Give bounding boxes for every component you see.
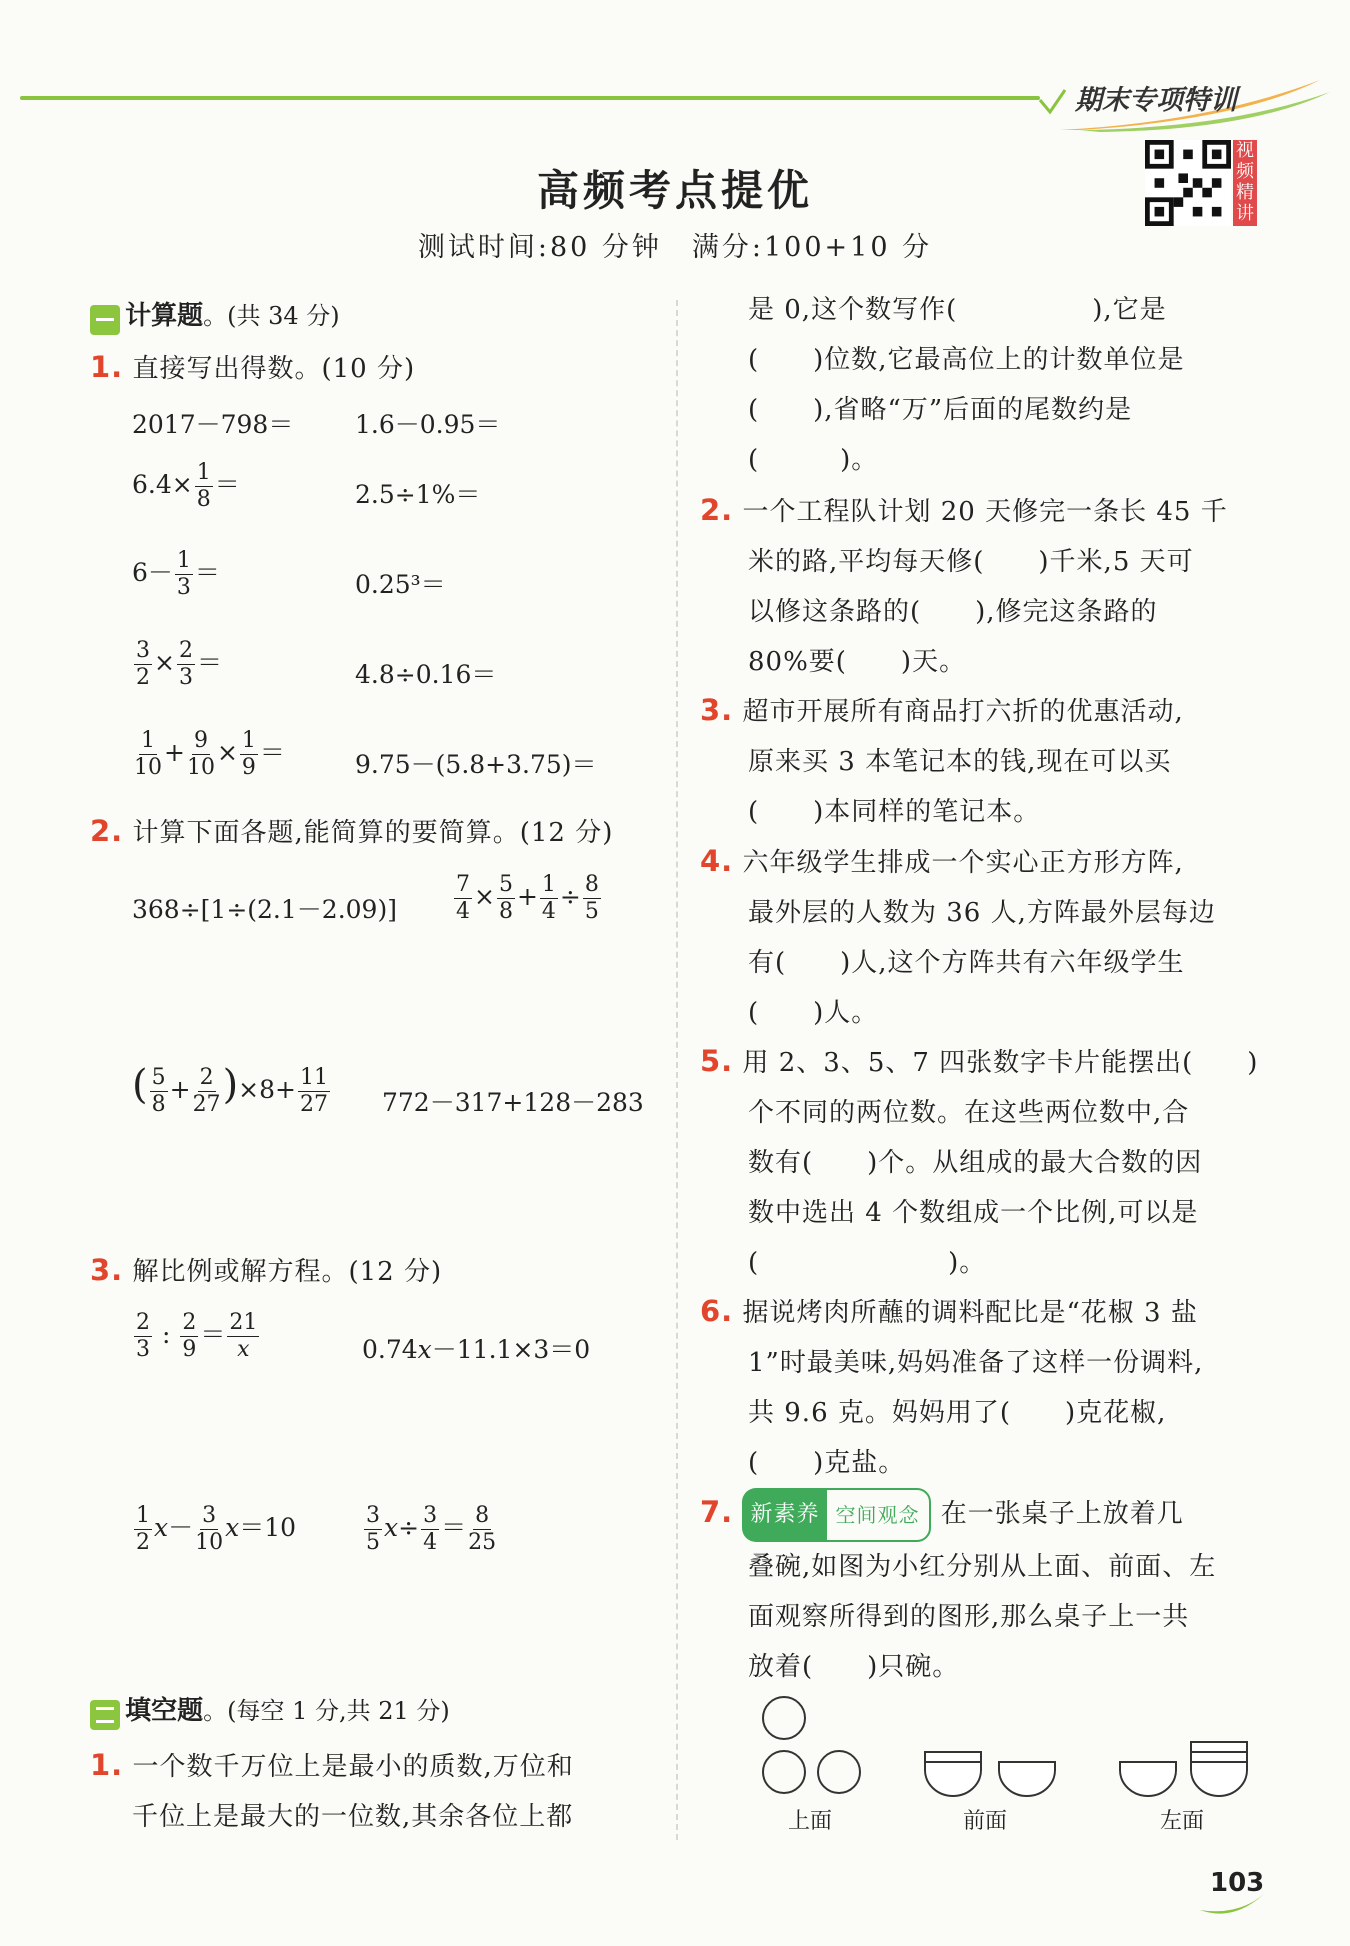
text-line: 数有( )个。从组成的最大合数的因: [748, 1148, 1203, 1178]
question-number: 5.: [700, 1044, 734, 1078]
question-number: 3.: [700, 693, 734, 727]
text-line: 共 9.6 克。妈妈用了( )克花椒,: [748, 1398, 1167, 1428]
view-label-front: 前面: [963, 1809, 1008, 1834]
calc-item: $\frac{1}{10}$ + $\frac{9}{10}$ × $\frac{1}{9}$ ＝: [134, 728, 285, 780]
question-number: 2.: [700, 493, 734, 527]
question-number: 4.: [700, 844, 734, 878]
question-number: 6.: [700, 1294, 734, 1328]
text-line: ( )。: [748, 1248, 987, 1278]
s2-q4: [700, 836, 1270, 1038]
calc-item: 6－ $\frac{1}{3}$ ＝: [132, 548, 220, 600]
text-line: ( ),省略“万”后面的尾数约是: [748, 395, 1133, 425]
bowl-view-figures: [750, 1690, 1270, 1810]
text-line: ( )位数,它最高位上的计数单位是: [748, 345, 1185, 375]
text-line: 米的路,平均每天修( )千米,5 天可: [748, 547, 1194, 577]
page-number: 103: [1210, 1868, 1265, 1898]
equation-item: 0.74x－11.1×3＝0: [362, 1335, 591, 1364]
text-line: 千位上是最大的一位数,其余各位上都: [132, 1802, 574, 1832]
calc-item: $\frac{7}{4}$ × $\frac{5}{8}$ + $\frac{1}{4}$ ÷ $\frac{8}{5}$: [456, 872, 599, 924]
calc-item: 9.75－(5.8+3.75)＝: [355, 750, 597, 779]
text-line: 一个数千万位上是最小的质数,万位和: [132, 1752, 574, 1782]
s2-q7: [700, 1487, 1270, 1692]
header-line: [20, 96, 1040, 100]
calc-item: 2.5÷1%＝: [355, 480, 481, 509]
text-line: 有( )人,这个方阵共有六年级学生: [748, 948, 1185, 978]
section2-note: 。(每空 1 分,共 21 分): [203, 1697, 450, 1725]
text-line: 面观察所得到的图形,那么桌子上一共: [748, 1602, 1190, 1632]
s2-q1: [90, 1740, 660, 1842]
qr-code-icon[interactable]: [1143, 140, 1233, 226]
text-line: 在一张桌子上放着几: [940, 1499, 1184, 1529]
header-tag: 期末专项特训: [1075, 85, 1237, 116]
calc-item: ( $\frac{5}{8}$ + $\frac{2}{27}$ )×8+ $\frac{11}{27}$: [132, 1062, 328, 1117]
text-line: 放着( )只碗。: [748, 1652, 960, 1682]
s2-q2: [700, 485, 1270, 687]
section2-heading: [90, 1690, 450, 1730]
page-subtitle: 测试时间:80 分钟 满分:100+10 分: [417, 232, 933, 263]
calc-item: 1.6－0.95＝: [355, 410, 501, 439]
section1-badge: [90, 305, 120, 335]
text-line: 据说烤肉所蘸的调料配比是“花椒 3 盐: [742, 1298, 1198, 1328]
calc-item: 368÷[1÷(2.1－2.09)]: [132, 895, 397, 924]
question-number: 2.: [90, 814, 124, 848]
page-number-swoosh: [1198, 1890, 1268, 1920]
question-number: 3.: [90, 1253, 124, 1287]
column-divider: [676, 300, 678, 1840]
question-text: 直接写出得数。(10 分): [132, 354, 416, 384]
s1-q1: [90, 342, 415, 394]
calc-item: $\frac{3}{2}$ × $\frac{2}{3}$ ＝: [136, 638, 222, 690]
new-literacy-badge: 新素养: [742, 1488, 827, 1542]
equation-item: $\frac{1}{2}$ x－ $\frac{3}{10}$ x＝10: [136, 1503, 297, 1555]
equation-item: $\frac{3}{5}$ x÷ $\frac{3}{4}$ ＝ $\frac{8}{25}$: [366, 1503, 497, 1555]
question-number: 1.: [90, 1748, 124, 1782]
text-line: 六年级学生排成一个实心正方形方阵,: [742, 848, 1184, 878]
s1-q2: [90, 806, 613, 858]
question-text: 解比例或解方程。(12 分): [132, 1257, 443, 1287]
section2-title: 填空题: [125, 1696, 204, 1726]
text-line: ( )本同样的笔记本。: [748, 797, 1041, 827]
s2-q3: [700, 685, 1270, 837]
question-number: 7.: [700, 1495, 734, 1529]
s2-q5: [700, 1036, 1270, 1288]
section2-badge: [90, 1700, 120, 1730]
top-view-figure: [763, 1697, 860, 1793]
page-title: 高频考点提优: [536, 166, 813, 215]
left-view-figure: [1120, 1742, 1247, 1796]
calc-item: 2017－798＝: [132, 410, 294, 439]
text-line: ( )克盐。: [748, 1448, 906, 1478]
front-view-figure: [925, 1752, 1055, 1796]
text-line: 一个工程队计划 20 天修完一条长 45 千: [742, 497, 1228, 527]
qr-label: 视频精讲: [1233, 140, 1257, 226]
section1-heading: [90, 295, 340, 335]
calc-item: 6.4× $\frac{1}{8}$ ＝: [132, 460, 240, 512]
text-line: 叠碗,如图为小红分别从上面、前面、左: [748, 1552, 1217, 1582]
calc-item: 772－317+128－283: [382, 1088, 644, 1117]
text-line: 数中选出 4 个数组成一个比例,可以是: [748, 1198, 1199, 1228]
s2-q6: [700, 1286, 1270, 1488]
text-line: 以修这条路的( ),修完这条路的: [748, 597, 1158, 627]
text-line: 80%要( )天。: [748, 647, 967, 677]
calc-item: 0.25³＝: [355, 570, 446, 599]
text-line: 1”时最美味,妈妈准备了这样一份调料,: [748, 1348, 1204, 1378]
text-line: 用 2、3、5、7 四张数字卡片能摆出( ): [742, 1048, 1259, 1078]
equation-item: $\frac{2}{3}$ : $\frac{2}{9}$ ＝ $\frac{21}{x}$: [136, 1310, 258, 1362]
section1-title: 计算题: [125, 301, 204, 331]
question-number: 1.: [90, 350, 124, 384]
calc-item: 4.8÷0.16＝: [355, 660, 497, 689]
text-line: 原来买 3 本笔记本的钱,现在可以买: [748, 747, 1172, 777]
view-label-left: 左面: [1160, 1809, 1205, 1834]
text-line: ( )。: [748, 445, 879, 475]
text-line: 最外层的人数为 36 人,方阵最外层每边: [748, 898, 1216, 928]
text-line: ( )人。: [748, 998, 879, 1028]
s1-q3: [90, 1245, 442, 1297]
text-line: 是 0,这个数写作( ),它是: [748, 295, 1167, 325]
text-line: 超市开展所有商品打六折的优惠活动,: [742, 697, 1184, 727]
s2-q1-continued: [748, 285, 1268, 485]
section1-note: 。(共 34 分): [203, 302, 340, 330]
text-line: 个不同的两位数。在这些两位数中,合: [748, 1098, 1190, 1128]
spatial-concept-badge: 空间观念: [823, 1488, 931, 1542]
view-label-top: 上面: [788, 1809, 833, 1834]
question-text: 计算下面各题,能简算的要简算。(12 分): [132, 818, 614, 848]
